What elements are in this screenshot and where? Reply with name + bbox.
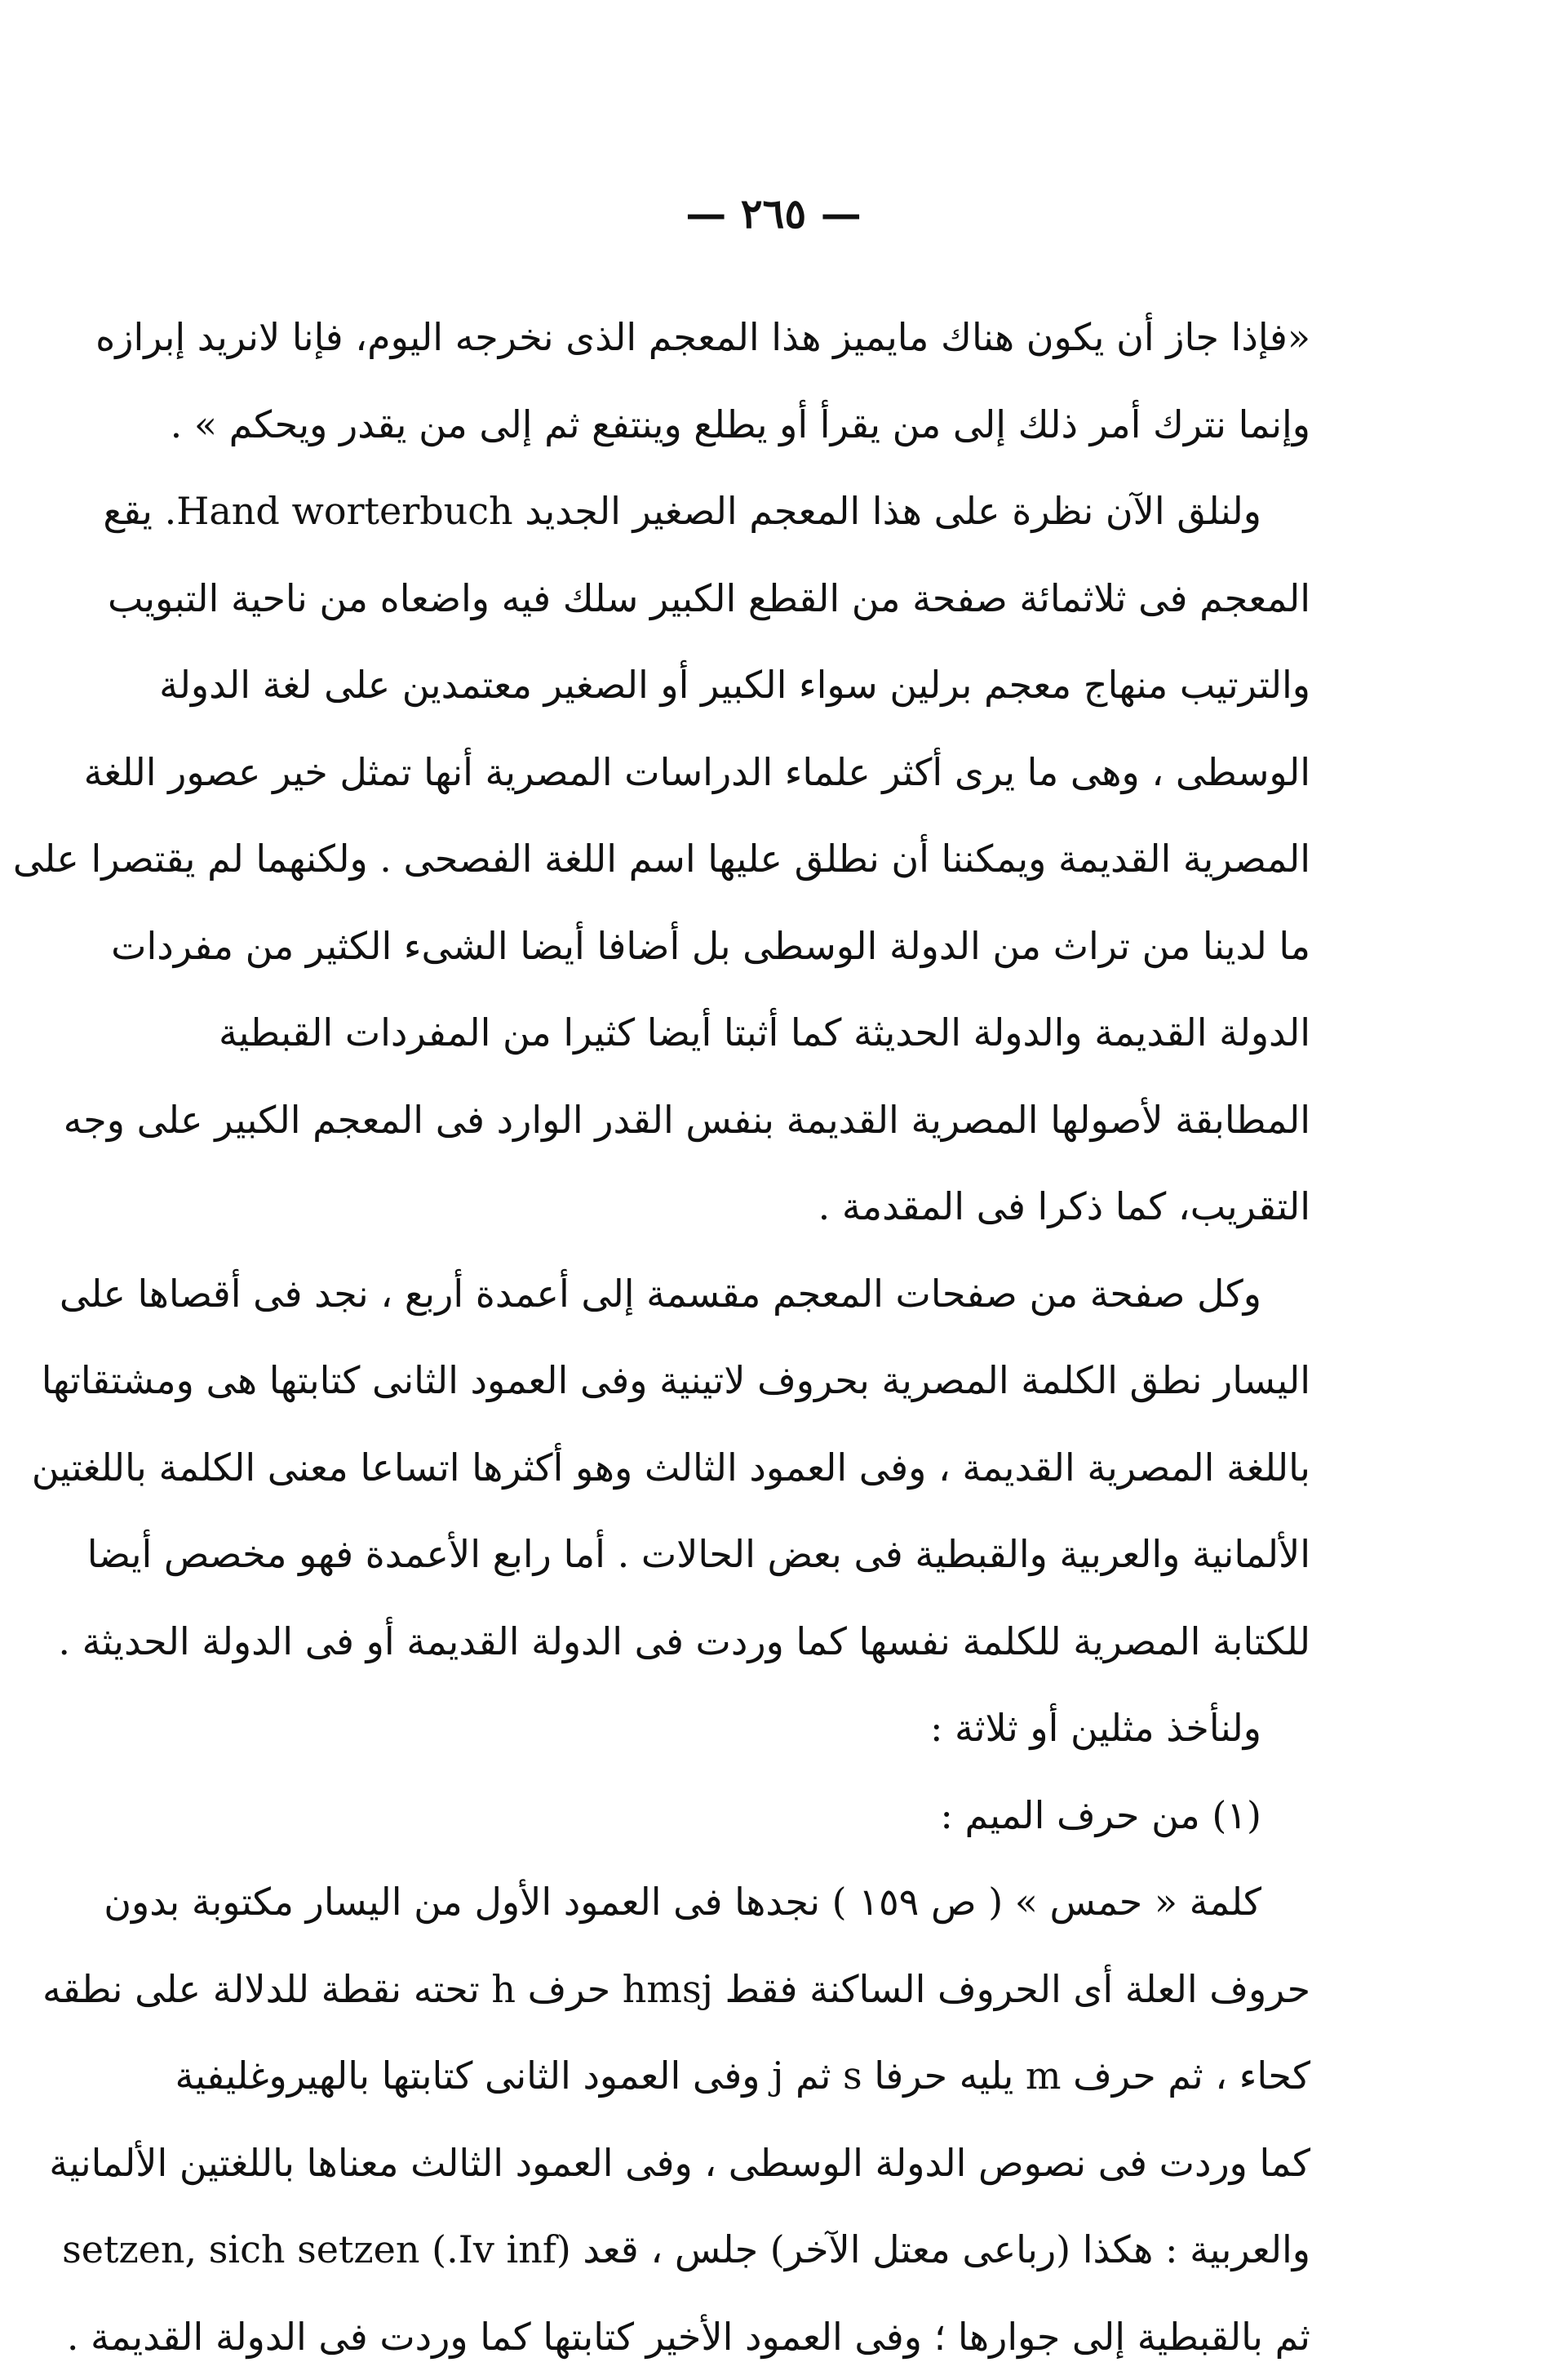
body-text	[237, 294, 1310, 2380]
text-line: اليسار نطق الكلمة المصرية بحروف لاتينية وفى العمود الثانى كتابتها هى ومشتقاتها	[237, 1337, 1310, 1424]
text-line: كما وردت فى نصوص الدولة الوسطى ، وفى العمود الثالث معناها باللغتين الألمانية	[237, 2120, 1310, 2207]
text-line: كحاء ، ثم حرف m يليه حرفا s ثم j وفى العمود الثانى كتابتها بالهيروغليفية	[237, 2032, 1310, 2120]
text-line: الوسطى ، وهى ما يرى أكثر علماء الدراسات المصرية أنها تمثل خير عصور اللغة	[237, 729, 1310, 816]
text-line: «فإذا جاز أن يكون هناك مايميز هذا المعجم الذى نخرجه اليوم، فإنا لانريد إبرازه	[237, 294, 1310, 381]
text-line: وإنما نترك أمر ذلك إلى من يقرأ أو يطلع وينتفع ثم إلى من يقدر ويحكم » .	[237, 381, 1310, 468]
text-line: المعجم فى ثلاثمائة صفحة من القطع الكبير سلك فيه واضعاه من ناحية التبويب	[237, 555, 1310, 642]
text-line: حروف العلة أى الحروف الساكنة فقط hmsj حرف h تحته نقطة للدلالة على نطقه	[237, 1946, 1310, 2033]
text-line: ثم بالقبطية إلى جوارها ؛ وفى العمود الأخير كتابتها كما وردت فى الدولة القديمة .	[237, 2293, 1310, 2380]
text-line: ولنلق الآن نظرة على هذا المعجم الصغير الجديد Hand worterbuch. يقع	[237, 468, 1310, 555]
text-line: والترتيب منهاج معجم برلين سواء الكبير أو الصغير معتمدين على لغة الدولة	[237, 642, 1310, 729]
text-line: (١) من حرف الميم :	[237, 1772, 1310, 1859]
text-line: ولنأخذ مثلين أو ثلاثة :	[237, 1685, 1310, 1772]
text-line: باللغة المصرية القديمة ، وفى العمود الثالث وهو أكثرها اتساعا معنى الكلمة باللغتين	[237, 1424, 1310, 1512]
page-number: — ٢٦٥ —	[0, 189, 1547, 238]
text-line: للكتابة المصرية للكلمة نفسها كما وردت فى الدولة القديمة أو فى الدولة الحديثة .	[237, 1598, 1310, 1685]
text-line: الدولة القديمة والدولة الحديثة كما أثبتا أيضا كثيرا من المفردات القبطية	[237, 989, 1310, 1077]
text-line: وكل صفحة من صفحات المعجم مقسمة إلى أعمدة أربع ، نجد فى أقصاها على	[237, 1250, 1310, 1338]
text-line: المصرية القديمة ويمكننا أن نطلق عليها اسم اللغة الفصحى . ولكنهما لم يقتصرا على	[237, 815, 1310, 903]
text-line: التقريب، كما ذكرا فى المقدمة .	[237, 1163, 1310, 1250]
text-line: كلمة « حمس » ( ص ١٥٩ ) نجدها فى العمود الأول من اليسار مكتوبة بدون	[237, 1858, 1310, 1946]
text-line: ما لدينا من تراث من الدولة الوسطى بل أضافا أيضا الشىء الكثير من مفردات	[237, 903, 1310, 990]
text-line: والعربية : هكذا (رباعى معتل الآخر) جلس ، قعد (Iv inf.) setzen, sich setzen	[237, 2206, 1310, 2293]
text-line: الألمانية والعربية والقبطية فى بعض الحالات . أما رابع الأعمدة فهو مخصص أيضا	[237, 1511, 1310, 1598]
text-line: المطابقة لأصولها المصرية القديمة بنفس القدر الوارد فى المعجم الكبير على وجه	[237, 1077, 1310, 1164]
